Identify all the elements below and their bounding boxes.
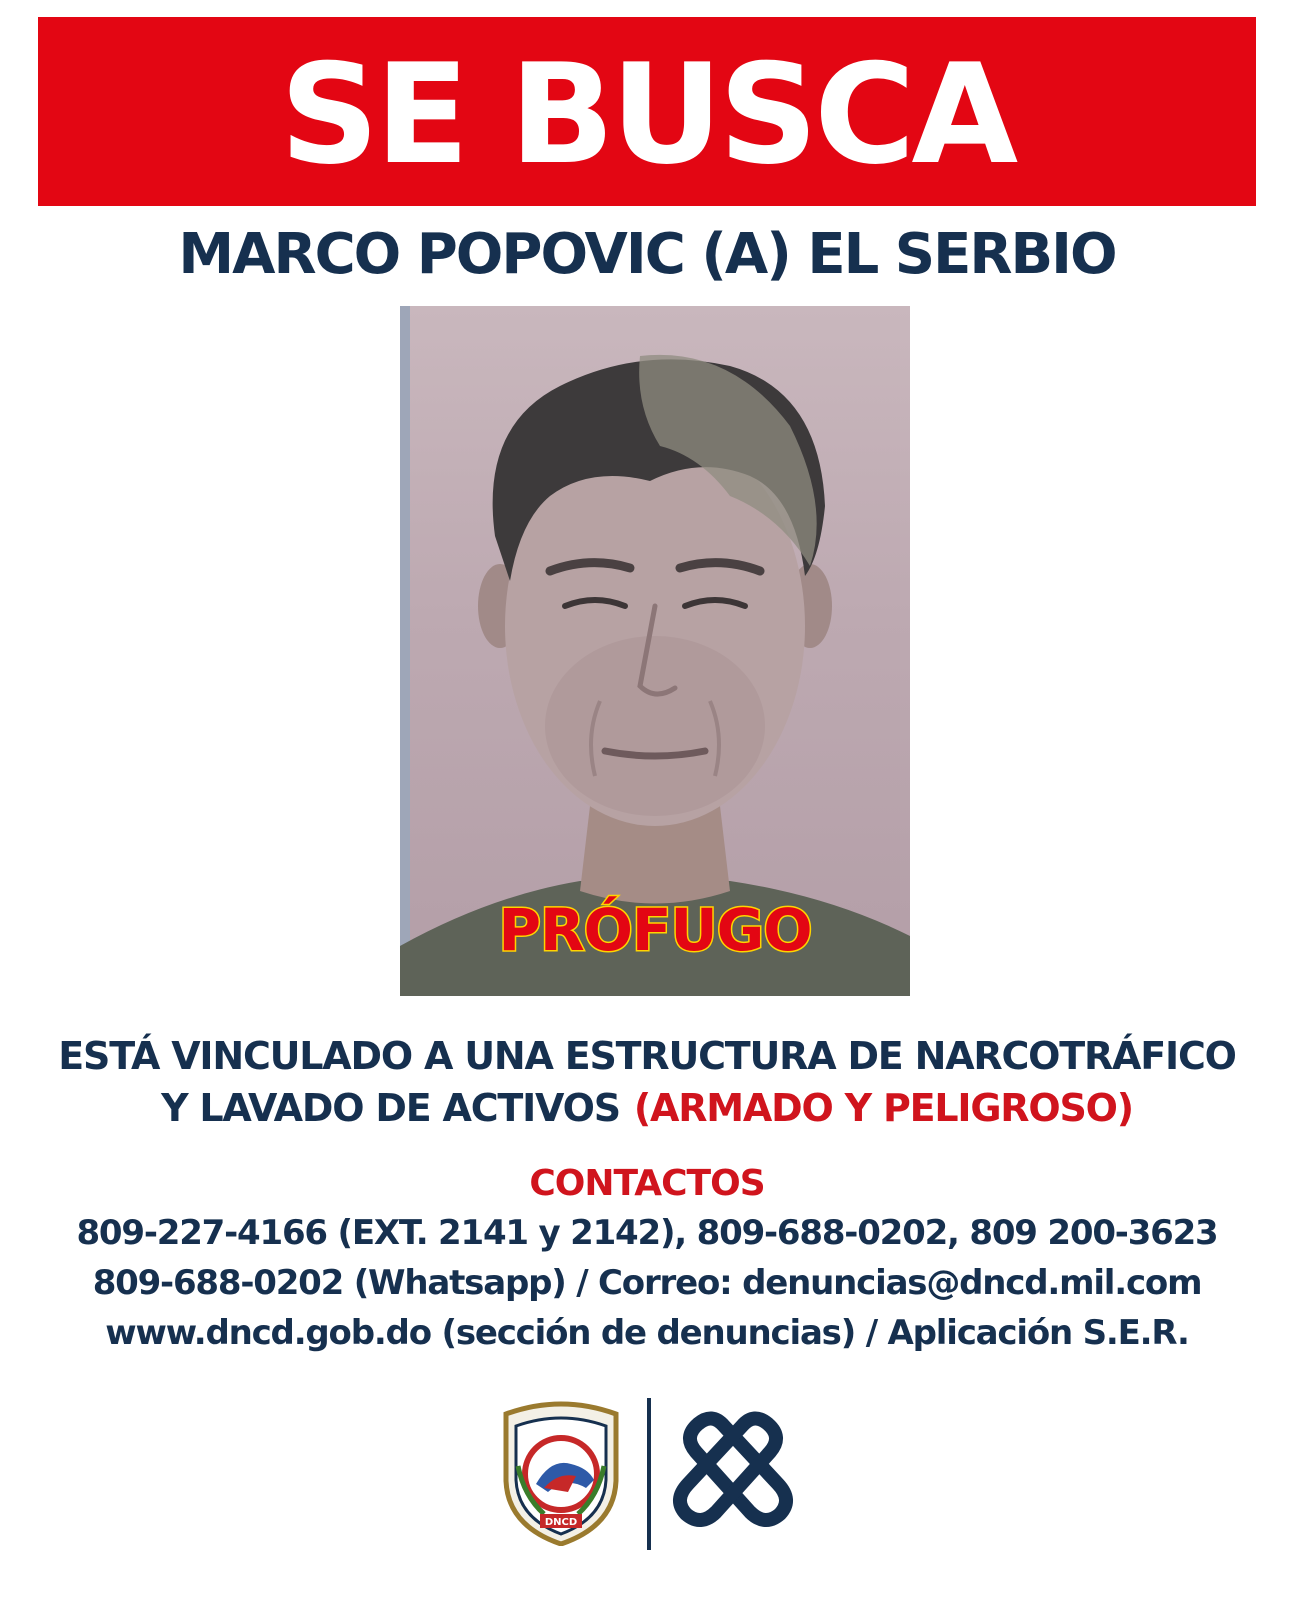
description-line-1: ESTÁ VINCULADO A UNA ESTRUCTURA DE NARCOTRÁFICO <box>58 1034 1236 1078</box>
contact-phones: 809-227-4166 (EXT. 2141 y 2142), 809-688-0202, 809 200-3623 <box>76 1213 1218 1253</box>
header-banner <box>38 17 1256 206</box>
footer-logos <box>0 1396 1294 1556</box>
contacts-title: CONTACTOS <box>529 1163 765 1204</box>
banner-title: SE BUSCA <box>279 33 1015 195</box>
description-line-2 <box>0 1082 1294 1134</box>
dncd-shield-icon <box>496 1396 626 1546</box>
shield-text: DNCD <box>544 1517 578 1528</box>
interlocked-x-logo-icon <box>668 1402 798 1542</box>
description-line-2-text: Y LAVADO DE ACTIVOS <box>161 1086 620 1130</box>
fugitive-label: PRÓFUGO <box>498 896 812 964</box>
armed-dangerous-warning: (ARMADO Y PELIGROSO) <box>633 1086 1133 1130</box>
suspect-photo <box>400 306 910 996</box>
logo-divider <box>647 1398 651 1550</box>
contact-website-app: www.dncd.gob.do (sección de denuncias) / Aplicación S.E.R. <box>105 1313 1189 1353</box>
suspect-name: MARCO POPOVIC (A) EL SERBIO <box>178 222 1116 287</box>
portrait-illustration <box>400 306 910 996</box>
contact-whatsapp-email: 809-688-0202 (Whatsapp) / Correo: denuncias@dncd.mil.com <box>92 1263 1202 1303</box>
description <box>0 1030 1294 1134</box>
